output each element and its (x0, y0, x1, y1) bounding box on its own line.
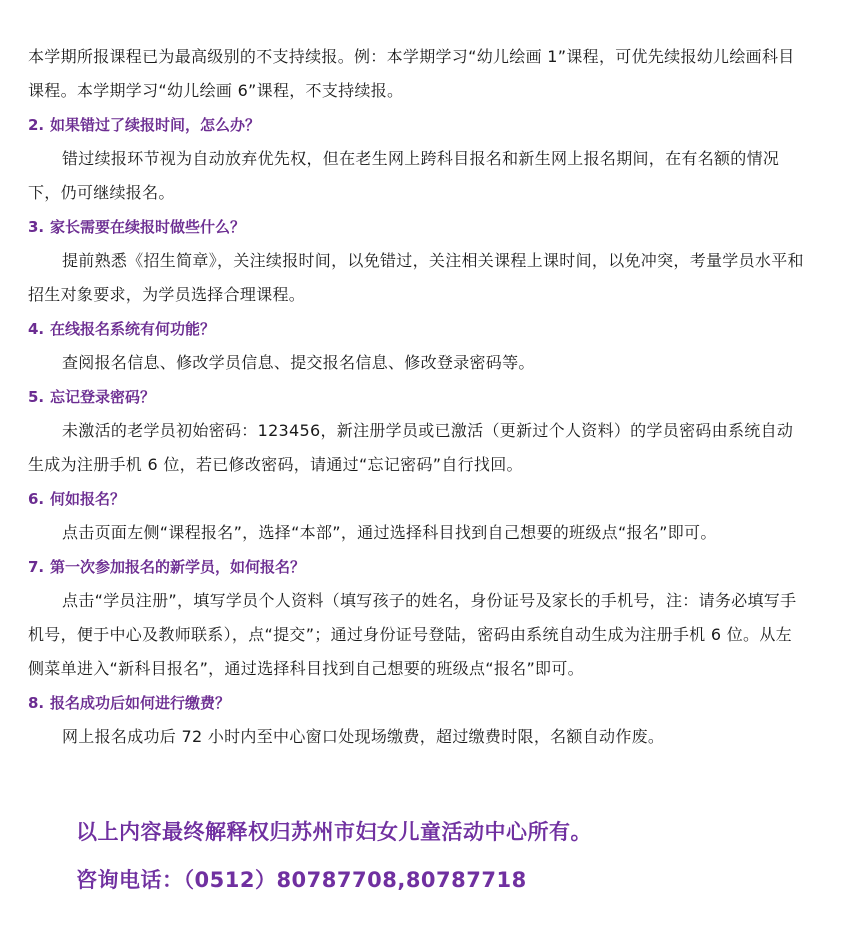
faq-item (28, 312, 808, 380)
faq-number: 7. (28, 558, 45, 576)
faq-question-text: 如果错过了续报时间，怎么办？ (50, 116, 261, 134)
faq-number: 4. (28, 320, 45, 338)
faq-question-text: 报名成功后如何进行缴费？ (50, 694, 231, 712)
faq-question-text: 第一次参加报名的新学员，如何报名？ (50, 558, 306, 576)
faq-number: 6. (28, 490, 45, 508)
faq-question (28, 550, 808, 584)
faq-question-text: 在线报名系统有何功能？ (50, 320, 216, 338)
footer (76, 812, 816, 908)
faq-item (28, 380, 808, 482)
faq-document (28, 40, 808, 754)
faq-number: 8. (28, 694, 45, 712)
contact-phone: 咨询电话：（0512）80787708,80787718 (76, 868, 527, 892)
faq-question-text: 家长需要在续报时做些什么？ (50, 218, 246, 236)
faq-question (28, 210, 808, 244)
faq-answer: 错过续报环节视为自动放弃优先权，但在老生网上跨科目报名和新生网上报名期间，在有名额的情况下，仍可继续报名。 (28, 149, 780, 202)
faq-answer: 点击页面左侧“课程报名”，选择“本部”，通过选择科目找到自己想要的班级点“报名”即可。 (62, 523, 717, 542)
intro-paragraph: 本学期所报课程已为最高级别的不支持续报。例：本学期学习“幼儿绘画 1”课程，可优先续报幼儿绘画科目课程。本学期学习“幼儿绘画 6”课程，不支持续报。 (28, 47, 795, 100)
faq-answer: 查阅报名信息、修改学员信息、提交报名信息、修改登录密码等。 (62, 353, 535, 372)
faq-question-text: 忘记登录密码？ (50, 388, 156, 406)
faq-number: 3. (28, 218, 45, 236)
faq-answer: 未激活的老学员初始密码：123456，新注册学员或已激活（更新过个人资料）的学员密码由系统自动生成为注册手机 6 位，若已修改密码，请通过“忘记密码”自行找回。 (28, 421, 794, 474)
faq-answer: 提前熟悉《招生简章》，关注续报时间，以免错过，关注相关课程上课时间，以免冲突，考量学员水平和招生对象要求，为学员选择合理课程。 (28, 251, 804, 304)
faq-question-text: 何如报名？ (50, 490, 126, 508)
faq-item (28, 210, 808, 312)
faq-question (28, 686, 808, 720)
faq-item (28, 108, 808, 210)
faq-answer: 点击“学员注册”，填写学员个人资料（填写孩子的姓名，身份证号及家长的手机号，注：请务必填写手机号，便于中心及教师联系），点“提交”；通过身份证号登陆，密码由系统自动生成为注册手机 6 位。从左侧菜单进入“新科目报名”，通过选择科目找到自己想要的班级点“报名”即可。 (28, 591, 797, 678)
faq-item (28, 686, 808, 754)
faq-question (28, 380, 808, 414)
faq-question (28, 312, 808, 346)
faq-number: 5. (28, 388, 45, 406)
faq-item (28, 482, 808, 550)
faq-number: 2. (28, 116, 45, 134)
faq-item (28, 550, 808, 686)
rights-statement: 以上内容最终解释权归苏州市妇女儿童活动中心所有。 (76, 820, 592, 844)
faq-question (28, 108, 808, 142)
faq-question (28, 482, 808, 516)
faq-answer: 网上报名成功后 72 小时内至中心窗口处现场缴费，超过缴费时限，名额自动作废。 (62, 727, 665, 746)
